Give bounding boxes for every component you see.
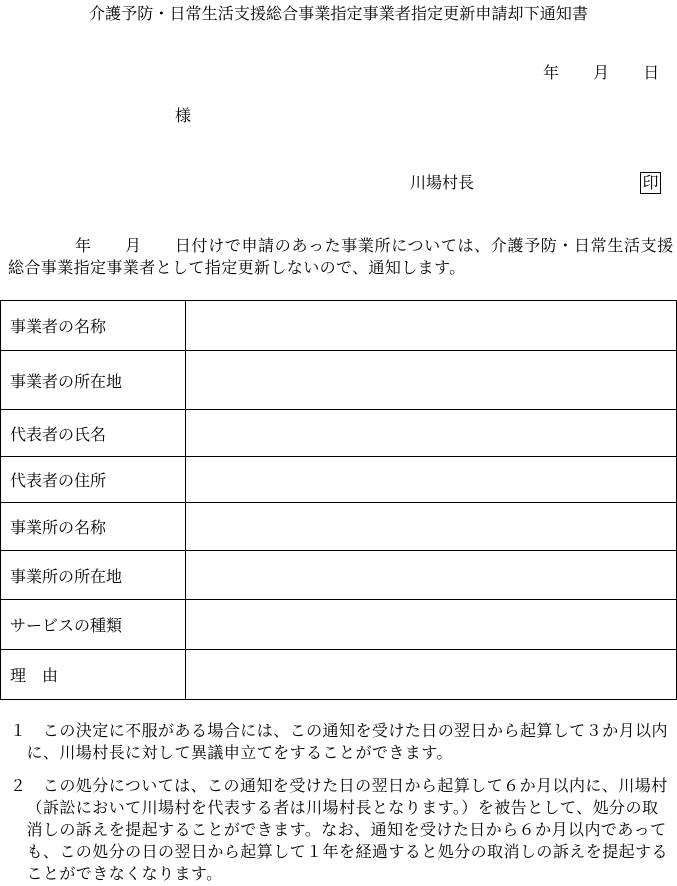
body-line: 総合事業指定事業者として指定更新しないので、通知します。	[8, 258, 466, 277]
table-row	[1, 456, 676, 502]
row-value-empty	[186, 600, 676, 649]
table-row	[1, 502, 676, 550]
table-row	[1, 649, 676, 699]
row-value-empty	[186, 503, 676, 550]
row-label: 事業所の名称	[1, 503, 186, 550]
details-table	[0, 300, 677, 700]
body-paragraph	[8, 235, 674, 279]
seal-mark: 印	[640, 172, 661, 194]
row-value-empty	[186, 351, 676, 409]
row-value-empty	[186, 551, 676, 599]
note-number: １	[10, 721, 27, 740]
table-row	[1, 550, 676, 599]
row-value-empty	[186, 301, 676, 350]
note-1	[10, 720, 668, 764]
note-line	[10, 720, 668, 742]
note-line: 消しの訴えを提起することができます。なお、通知を受けた日から６か月以内であって	[26, 820, 667, 839]
body-line: 年 月 日付けで申請のあった事業所については、介護予防・日常生活支援	[75, 236, 674, 255]
note-line	[10, 775, 668, 797]
row-label: 事業者の所在地	[1, 351, 186, 409]
row-label: サービスの種類	[1, 600, 186, 649]
row-label: 代表者の氏名	[1, 410, 186, 456]
date-line: 年 月 日	[543, 63, 660, 82]
note-line: に、川場村長に対して異議申立てをすることができます。	[26, 743, 453, 762]
table-row	[1, 599, 676, 649]
row-label: 理 由	[1, 650, 186, 699]
row-value-empty	[186, 650, 676, 699]
row-value-empty	[186, 457, 676, 502]
row-label: 事業所の所在地	[1, 551, 186, 599]
table-row	[1, 350, 676, 409]
row-label: 事業者の名称	[1, 301, 186, 350]
note-line: （訴訟において川場村を代表する者は川場村長となります。）を被告として、処分の取	[26, 798, 659, 817]
table-row	[1, 301, 676, 350]
issuer-name: 川場村長	[410, 173, 475, 192]
note-2	[10, 775, 668, 885]
addressee-honorific: 様	[175, 106, 192, 125]
row-label: 代表者の住所	[1, 457, 186, 502]
note-line: ことができなくなります。	[26, 864, 223, 883]
row-value-empty	[186, 410, 676, 456]
note-number: ２	[10, 776, 27, 795]
document-title: 介護予防・日常生活支援総合事業指定事業者指定更新申請却下通知書	[88, 4, 589, 23]
note-text: この決定に不服がある場合には、この通知を受けた日の翌日から起算して３か月以内	[42, 721, 668, 740]
table-row	[1, 409, 676, 456]
note-text: この処分については、この通知を受けた日の翌日から起算して６か月以内に、川場村	[42, 776, 668, 795]
note-line: も、この処分の日の翌日から起算して１年を経過すると処分の取消しの訴えを提起する	[26, 842, 668, 861]
